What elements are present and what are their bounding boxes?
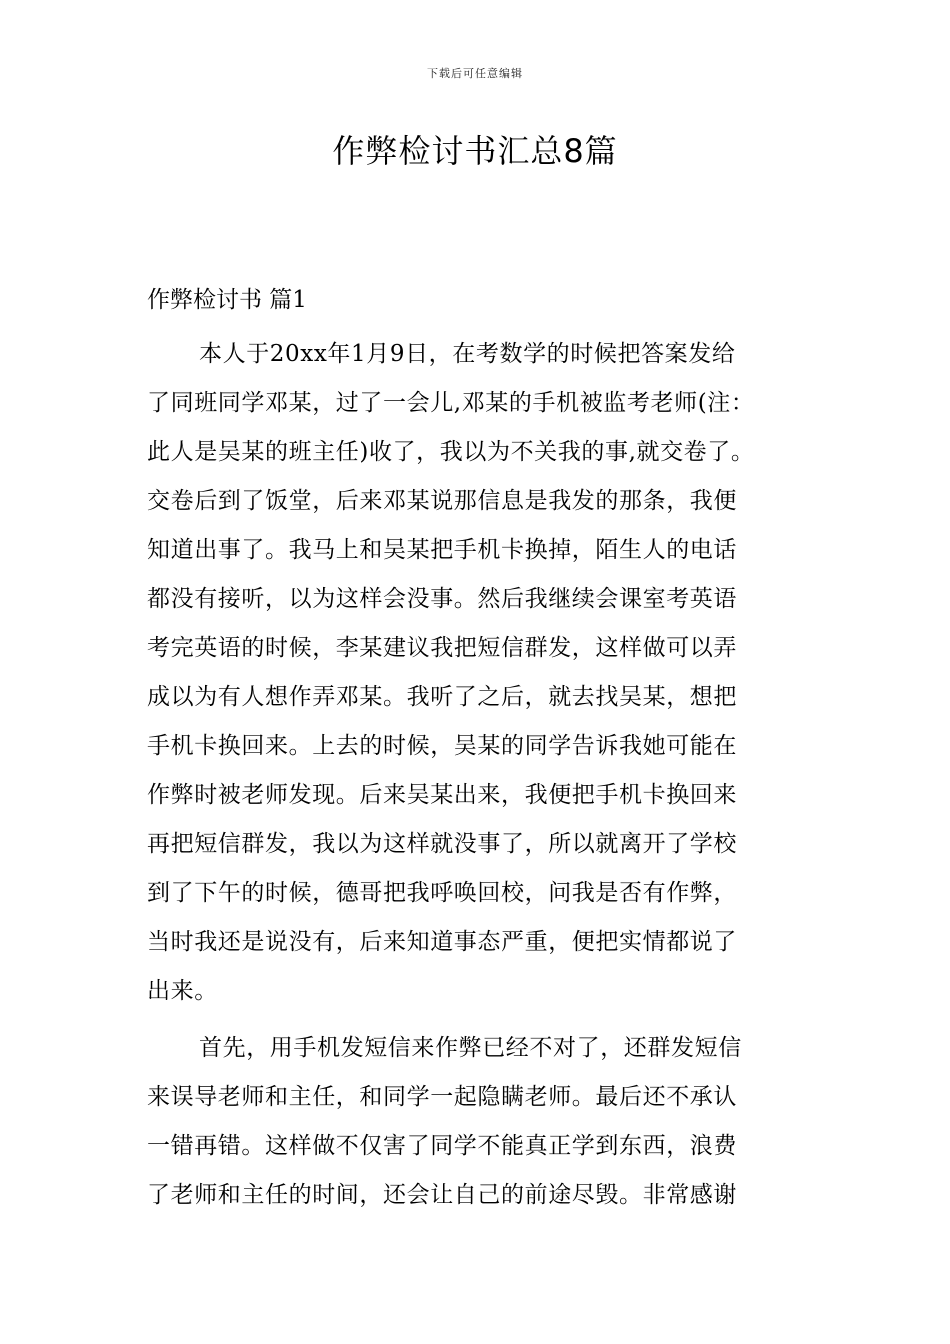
text-line: 一错再错。这样做不仅害了同学不能真正学到东西，浪费 <box>147 1133 737 1159</box>
text-line: 知道出事了。我马上和吴某把手机卡换掉，陌生人的电话 <box>147 537 737 563</box>
paragraph-1 <box>147 330 819 1016</box>
paragraph-2 <box>147 1024 819 1220</box>
section-heading: 作弊检讨书 篇1 <box>147 287 307 313</box>
text-line: 考完英语的时候，李某建议我把短信群发，这样做可以弄 <box>147 635 737 661</box>
text-line: 交卷后到了饭堂，后来邓某说那信息是我发的那条，我便 <box>147 488 737 514</box>
text-line: 此人是吴某的班主任)收了，我以为不关我的事,就交卷了。 <box>147 439 755 465</box>
text-line: 当时我还是说没有，后来知道事态严重，便把实情都说了 <box>147 929 737 955</box>
text-line: 作弊时被老师发现。后来吴某出来，我便把手机卡换回来 <box>147 782 737 808</box>
text-line: 来误导老师和主任，和同学一起隐瞒老师。最后还不承认 <box>147 1084 737 1110</box>
text-line: 了同班同学邓某，过了一会儿,邓某的手机被监考老师(注： <box>147 390 755 416</box>
header-note: 下载后可任意编辑 <box>427 67 523 80</box>
text-line: 本人于20xx年1月9日，在考数学的时候把答案发给 <box>199 341 736 367</box>
document-title: 作弊检讨书汇总8篇 <box>332 132 618 170</box>
text-line: 手机卡换回来。上去的时候，吴某的同学告诉我她可能在 <box>147 733 737 759</box>
paragraph-spacer <box>147 1016 819 1024</box>
text-line: 了老师和主任的时间，还会让自己的前途尽毁。非常感谢 <box>147 1182 737 1208</box>
text-line: 再把短信群发，我以为这样就没事了，所以就离开了学校 <box>147 831 737 857</box>
text-line: 成以为有人想作弄邓某。我听了之后，就去找吴某，想把 <box>147 684 737 710</box>
text-line: 到了下午的时候，德哥把我呼唤回校，问我是否有作弊， <box>147 880 737 906</box>
text-line: 都没有接听，以为这样会没事。然后我继续会课室考英语 <box>147 586 737 612</box>
text-line: 出来。 <box>147 978 218 1004</box>
text-line: 首先，用手机发短信来作弊已经不对了，还群发短信 <box>199 1035 742 1061</box>
document-body <box>147 281 819 1220</box>
